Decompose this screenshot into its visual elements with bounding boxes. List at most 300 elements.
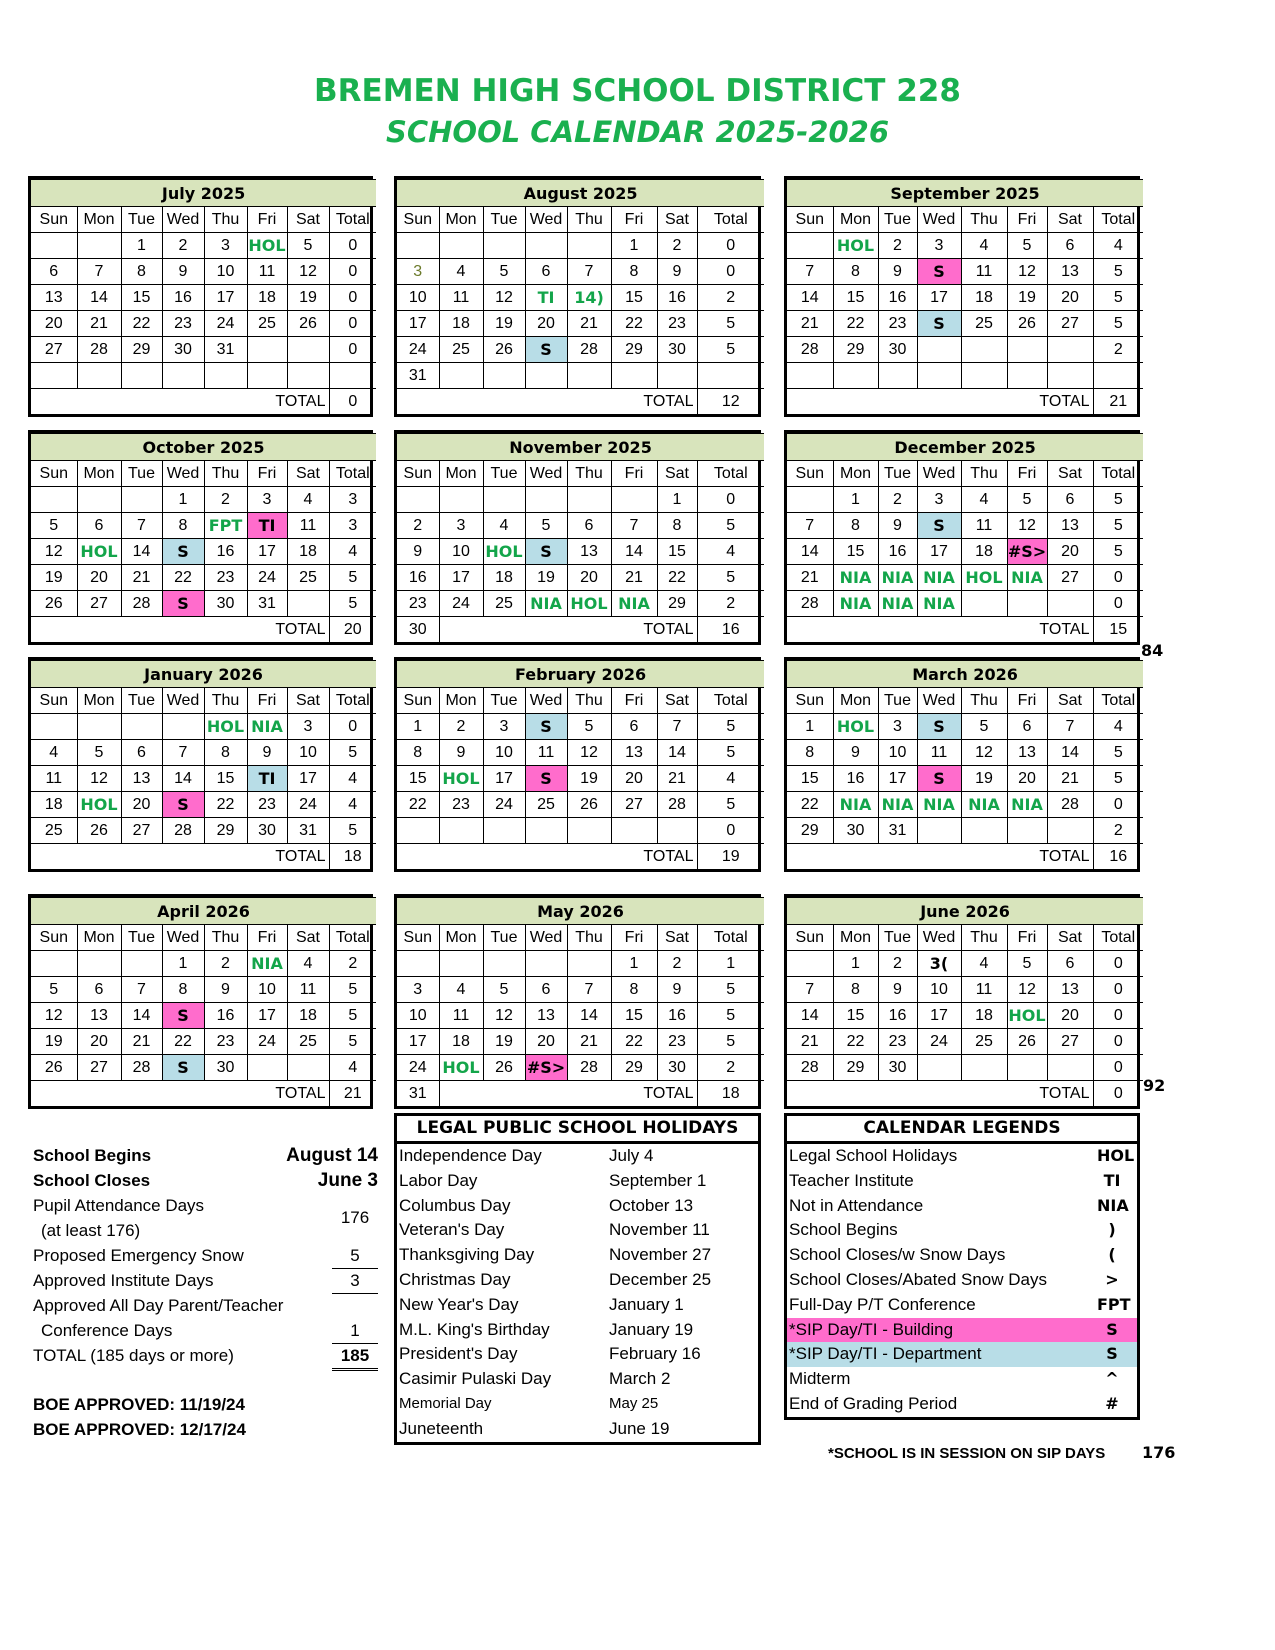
weekday-header: Total	[329, 461, 376, 487]
day-cell: 5	[1007, 487, 1047, 513]
legend-code: S	[1106, 1344, 1118, 1364]
year-total: 176	[1142, 1443, 1176, 1462]
day-cell: 4	[961, 951, 1007, 977]
day-cell: 30	[397, 617, 439, 643]
day-cell: 2	[397, 513, 439, 539]
institute-label: Approved Institute Days	[33, 1271, 214, 1290]
day-cell: 26	[287, 311, 329, 337]
day-cell	[525, 233, 567, 259]
day-cell: 11	[525, 740, 567, 766]
week-total: 2	[697, 285, 764, 311]
day-cell: 21	[77, 311, 121, 337]
weekday-header: Tue	[878, 688, 917, 714]
day-cell	[162, 363, 204, 389]
day-cell: 13	[31, 285, 77, 311]
day-cell: NIA	[247, 714, 287, 740]
day-cell: 17	[483, 766, 525, 792]
day-cell	[917, 363, 961, 389]
week-total: 0	[1093, 792, 1143, 818]
week-total: 0	[329, 285, 376, 311]
day-cell: HOL	[483, 539, 525, 565]
begins-value: August 14	[286, 1145, 378, 1166]
month-total: 18	[329, 844, 376, 870]
day-cell: HOL	[833, 233, 878, 259]
holiday-date: January 19	[609, 1319, 694, 1339]
day-cell: 1	[611, 233, 657, 259]
month-total-label: TOTAL	[787, 1081, 1093, 1107]
week-total: 5	[697, 740, 764, 766]
week-total: 2	[1093, 337, 1143, 363]
day-cell: 1	[833, 951, 878, 977]
day-cell: 29	[611, 337, 657, 363]
day-cell: 20	[31, 311, 77, 337]
day-cell: S	[917, 714, 961, 740]
legend-name: End of Grading Period	[789, 1393, 958, 1413]
day-cell: 18	[287, 1003, 329, 1029]
day-cell	[787, 363, 833, 389]
month-total-label: TOTAL	[31, 844, 329, 870]
weekday-header: Mon	[77, 688, 121, 714]
week-total: 0	[1093, 977, 1143, 1003]
day-cell	[31, 363, 77, 389]
week-total: 2	[1093, 818, 1143, 844]
weekday-header: Tue	[121, 207, 162, 233]
weekday-header: Sun	[397, 207, 439, 233]
holiday-date: July 4	[609, 1146, 654, 1165]
weekday-header: Wed	[525, 925, 567, 951]
day-cell: 14	[1047, 740, 1093, 766]
week-total: 0	[329, 311, 376, 337]
day-cell: #S>	[1007, 539, 1047, 565]
day-cell	[611, 818, 657, 844]
weekday-header: Total	[697, 461, 764, 487]
day-cell: NIA	[525, 591, 567, 617]
day-cell	[439, 818, 483, 844]
week-total: 0	[329, 233, 376, 259]
day-cell: 17	[397, 311, 439, 337]
legend-code: (	[1108, 1245, 1116, 1265]
legend-name: School Begins	[789, 1220, 898, 1240]
day-cell: 27	[1047, 1029, 1093, 1055]
day-cell	[439, 951, 483, 977]
day-cell: 5	[287, 233, 329, 259]
month-november-2025	[394, 430, 761, 645]
weekday-header: Tue	[878, 925, 917, 951]
day-cell: 16	[657, 285, 697, 311]
weekday-header: Sun	[31, 461, 77, 487]
day-cell: 2	[204, 951, 247, 977]
day-cell: 15	[204, 766, 247, 792]
day-cell: 22	[162, 1029, 204, 1055]
day-cell: 14	[787, 539, 833, 565]
month-total-label: TOTAL	[439, 617, 697, 643]
day-cell: TI	[525, 285, 567, 311]
week-total: 0	[1093, 1029, 1143, 1055]
day-cell: S	[917, 259, 961, 285]
legend-code: #	[1105, 1393, 1119, 1413]
day-cell	[287, 363, 329, 389]
day-cell: NIA	[917, 591, 961, 617]
day-cell: 1	[657, 487, 697, 513]
day-cell: 12	[1007, 259, 1047, 285]
week-total: 5	[329, 977, 376, 1003]
day-cell: 17	[917, 539, 961, 565]
day-cell	[483, 818, 525, 844]
day-cell: 17	[917, 1003, 961, 1029]
week-total: 5	[329, 1003, 376, 1029]
holiday-row	[397, 1318, 758, 1343]
day-cell: 31	[397, 363, 439, 389]
day-cell	[483, 363, 525, 389]
day-cell: 16	[833, 766, 878, 792]
holiday-date: June 19	[609, 1418, 670, 1438]
day-cell: 11	[961, 977, 1007, 1003]
weekday-header: Sun	[787, 207, 833, 233]
day-cell: 10	[397, 285, 439, 311]
weekday-header: Mon	[833, 207, 878, 233]
day-cell: 20	[525, 1029, 567, 1055]
day-cell: NIA	[917, 792, 961, 818]
legend-name: School Closes/w Snow Days	[789, 1245, 1006, 1265]
month-title: November 2025	[397, 434, 764, 461]
weekday-header: Mon	[833, 925, 878, 951]
holiday-name: Christmas Day	[399, 1269, 511, 1289]
day-cell: HOL	[567, 591, 611, 617]
day-cell	[567, 818, 611, 844]
day-cell: 3	[917, 233, 961, 259]
week-total: 5	[697, 1003, 764, 1029]
day-cell: 9	[247, 740, 287, 766]
day-cell: 1	[162, 951, 204, 977]
weekday-header: Thu	[961, 688, 1007, 714]
week-total: 4	[329, 1055, 376, 1081]
day-cell	[961, 363, 1007, 389]
month-april-2026	[28, 894, 373, 1109]
weekday-header: Wed	[917, 688, 961, 714]
day-cell: 27	[31, 337, 77, 363]
legend-row	[787, 1367, 1137, 1392]
weekday-header: Thu	[204, 207, 247, 233]
weekday-header: Sat	[657, 461, 697, 487]
day-cell: FPT	[204, 513, 247, 539]
day-cell: TI	[247, 513, 287, 539]
day-cell: 9	[204, 977, 247, 1003]
day-cell: S	[525, 539, 567, 565]
day-cell: 1	[611, 951, 657, 977]
weekday-header: Thu	[961, 461, 1007, 487]
day-cell	[77, 487, 121, 513]
day-cell	[1007, 818, 1047, 844]
day-cell: 14)	[567, 285, 611, 311]
day-cell: 19	[525, 565, 567, 591]
day-cell: 11	[961, 259, 1007, 285]
week-total: 5	[697, 565, 764, 591]
day-cell: 23	[878, 1029, 917, 1055]
holiday-date: March 2	[609, 1369, 671, 1389]
day-cell: 24	[439, 591, 483, 617]
weekday-header: Thu	[567, 207, 611, 233]
day-cell: 18	[439, 1029, 483, 1055]
day-cell: NIA	[247, 951, 287, 977]
week-total: 4	[1093, 233, 1143, 259]
legends-box	[784, 1113, 1140, 1420]
day-cell: 11	[439, 1003, 483, 1029]
day-cell: 4	[961, 233, 1007, 259]
month-title: January 2026	[31, 661, 376, 688]
weekday-header: Sat	[1047, 207, 1093, 233]
day-cell: 16	[878, 285, 917, 311]
day-cell: 14	[77, 285, 121, 311]
day-cell: 23	[878, 311, 917, 337]
month-august-2025	[394, 176, 761, 417]
day-cell	[31, 951, 77, 977]
month-february-2026	[394, 657, 761, 872]
week-total	[329, 363, 376, 389]
day-cell: 13	[1047, 259, 1093, 285]
weekday-header: Tue	[483, 461, 525, 487]
weekday-header: Tue	[878, 461, 917, 487]
day-cell: 24	[287, 792, 329, 818]
day-cell: 21	[121, 565, 162, 591]
day-cell	[121, 363, 162, 389]
day-cell	[247, 337, 287, 363]
day-cell: S	[525, 714, 567, 740]
day-cell: 19	[287, 285, 329, 311]
day-cell: 6	[525, 259, 567, 285]
day-cell: 7	[657, 714, 697, 740]
weekday-header: Mon	[439, 688, 483, 714]
day-cell: 19	[31, 1029, 77, 1055]
month-title: May 2026	[397, 898, 764, 925]
snow-label: Proposed Emergency Snow	[33, 1246, 244, 1265]
day-cell: 30	[878, 1055, 917, 1081]
month-title: December 2025	[787, 434, 1143, 461]
day-cell	[787, 233, 833, 259]
week-total: 0	[329, 259, 376, 285]
holiday-name: President's Day	[399, 1344, 518, 1364]
week-total: 5	[329, 740, 376, 766]
day-cell	[439, 363, 483, 389]
weekday-header: Fri	[611, 688, 657, 714]
holiday-date: May 25	[609, 1394, 659, 1412]
weekday-header: Sat	[287, 688, 329, 714]
week-total	[1093, 363, 1143, 389]
attendance-sublabel: (at least 176)	[41, 1221, 141, 1240]
month-total-label: TOTAL	[787, 617, 1093, 643]
week-total: 2	[329, 951, 376, 977]
month-title: August 2025	[397, 180, 764, 207]
day-cell: 30	[657, 337, 697, 363]
day-cell: 2	[878, 233, 917, 259]
month-total: 0	[1093, 1081, 1143, 1107]
day-cell: 1	[833, 487, 878, 513]
day-cell: 22	[204, 792, 247, 818]
day-cell: 8	[162, 977, 204, 1003]
day-cell: 21	[567, 1029, 611, 1055]
day-cell	[961, 591, 1007, 617]
day-cell: 29	[833, 337, 878, 363]
week-total: 0	[697, 233, 764, 259]
day-cell	[439, 233, 483, 259]
day-cell: 10	[287, 740, 329, 766]
day-cell	[525, 487, 567, 513]
day-cell: 7	[787, 259, 833, 285]
day-cell: 5	[483, 259, 525, 285]
day-cell: 12	[567, 740, 611, 766]
day-cell: 7	[567, 977, 611, 1003]
day-cell: 21	[657, 766, 697, 792]
day-cell	[397, 487, 439, 513]
holiday-name: Labor Day	[399, 1170, 478, 1190]
boe-approved-2: BOE APPROVED: 12/17/24	[33, 1420, 246, 1439]
day-cell: 29	[787, 818, 833, 844]
day-cell: 6	[1047, 951, 1093, 977]
day-cell: 21	[787, 311, 833, 337]
day-cell: 4	[31, 740, 77, 766]
day-cell: 10	[878, 740, 917, 766]
weekday-header: Mon	[439, 207, 483, 233]
day-cell	[961, 337, 1007, 363]
month-title: July 2025	[31, 180, 376, 207]
holiday-name: M.L. King's Birthday	[399, 1319, 550, 1339]
week-total: 5	[329, 565, 376, 591]
day-cell: 29	[611, 1055, 657, 1081]
day-cell: NIA	[833, 792, 878, 818]
month-total-label: TOTAL	[397, 844, 697, 870]
weekday-header: Tue	[483, 925, 525, 951]
week-total: 4	[1093, 714, 1143, 740]
day-cell: NIA	[917, 565, 961, 591]
day-cell: 17	[247, 539, 287, 565]
day-cell: 5	[77, 740, 121, 766]
day-cell	[483, 487, 525, 513]
day-cell: 30	[204, 591, 247, 617]
weekday-header: Thu	[204, 461, 247, 487]
institute-value: 3	[332, 1268, 378, 1294]
legend-row	[787, 1169, 1137, 1194]
legend-row	[787, 1392, 1137, 1417]
day-cell: 3	[247, 487, 287, 513]
weekday-header: Thu	[204, 925, 247, 951]
day-cell: 22	[121, 311, 162, 337]
day-cell: 24	[397, 337, 439, 363]
conference-value: 1	[332, 1318, 378, 1344]
week-total: 4	[329, 766, 376, 792]
month-total: 15	[1093, 617, 1143, 643]
legend-row	[787, 1342, 1137, 1367]
day-cell: 18	[439, 311, 483, 337]
day-cell: 14	[611, 539, 657, 565]
day-cell: 4	[439, 977, 483, 1003]
day-cell: NIA	[1007, 792, 1047, 818]
day-cell	[787, 487, 833, 513]
day-cell: 8	[611, 977, 657, 1003]
day-cell: 10	[204, 259, 247, 285]
day-cell: 26	[567, 792, 611, 818]
week-total: 2	[697, 1055, 764, 1081]
day-cell	[961, 818, 1007, 844]
weekday-header: Wed	[525, 461, 567, 487]
day-cell	[31, 487, 77, 513]
day-cell: 1	[787, 714, 833, 740]
day-cell: 30	[657, 1055, 697, 1081]
day-cell: 25	[31, 818, 77, 844]
week-total: 5	[1093, 513, 1143, 539]
day-cell: S	[917, 311, 961, 337]
day-cell: 26	[31, 591, 77, 617]
day-cell: 10	[483, 740, 525, 766]
weekday-header: Thu	[204, 688, 247, 714]
day-cell	[787, 951, 833, 977]
day-cell: 6	[1007, 714, 1047, 740]
day-cell: 6	[567, 513, 611, 539]
weekday-header: Wed	[917, 207, 961, 233]
month-title: October 2025	[31, 434, 376, 461]
day-cell: 23	[397, 591, 439, 617]
semester1-total: 84	[1141, 641, 1164, 660]
weekday-header: Mon	[833, 461, 878, 487]
month-total: 16	[1093, 844, 1143, 870]
weekday-header: Mon	[439, 461, 483, 487]
day-cell: 7	[787, 513, 833, 539]
week-total: 0	[697, 487, 764, 513]
day-cell: 8	[162, 513, 204, 539]
attendance-label: Pupil Attendance Days	[33, 1196, 205, 1215]
weekday-header: Wed	[917, 461, 961, 487]
weekday-header: Tue	[121, 688, 162, 714]
holiday-name: Columbus Day	[399, 1195, 511, 1215]
month-total: 20	[329, 617, 376, 643]
day-cell: 6	[525, 977, 567, 1003]
day-cell: 20	[567, 565, 611, 591]
day-cell: 22	[611, 311, 657, 337]
day-cell: 9	[657, 259, 697, 285]
day-cell: S	[162, 591, 204, 617]
day-cell: 6	[611, 714, 657, 740]
month-title: June 2026	[787, 898, 1143, 925]
day-cell: 24	[397, 1055, 439, 1081]
day-cell: 21	[611, 565, 657, 591]
day-cell: 15	[787, 766, 833, 792]
legend-name: Midterm	[789, 1369, 851, 1389]
calendar-summary	[33, 1143, 378, 1442]
day-cell: 16	[878, 539, 917, 565]
day-cell: 5	[31, 513, 77, 539]
month-total: 21	[329, 1081, 376, 1107]
day-cell: 23	[439, 792, 483, 818]
day-cell: NIA	[1007, 565, 1047, 591]
day-cell: 14	[657, 740, 697, 766]
day-cell: 9	[878, 513, 917, 539]
day-cell: 26	[1007, 1029, 1047, 1055]
day-cell: HOL	[1007, 1003, 1047, 1029]
day-cell: 21	[1047, 766, 1093, 792]
day-cell: 9	[397, 539, 439, 565]
day-cell: 22	[162, 565, 204, 591]
day-cell: 15	[833, 1003, 878, 1029]
day-cell: 18	[247, 285, 287, 311]
district-title: BREMEN HIGH SCHOOL DISTRICT 228	[314, 73, 961, 109]
day-cell: S	[917, 513, 961, 539]
month-total-label: TOTAL	[787, 844, 1093, 870]
day-cell: 17	[878, 766, 917, 792]
day-cell: 26	[483, 337, 525, 363]
day-cell: 13	[1007, 740, 1047, 766]
day-cell: 8	[657, 513, 697, 539]
day-cell: 31	[878, 818, 917, 844]
holidays-title: LEGAL PUBLIC SCHOOL HOLIDAYS	[397, 1116, 758, 1144]
day-cell	[1047, 591, 1093, 617]
